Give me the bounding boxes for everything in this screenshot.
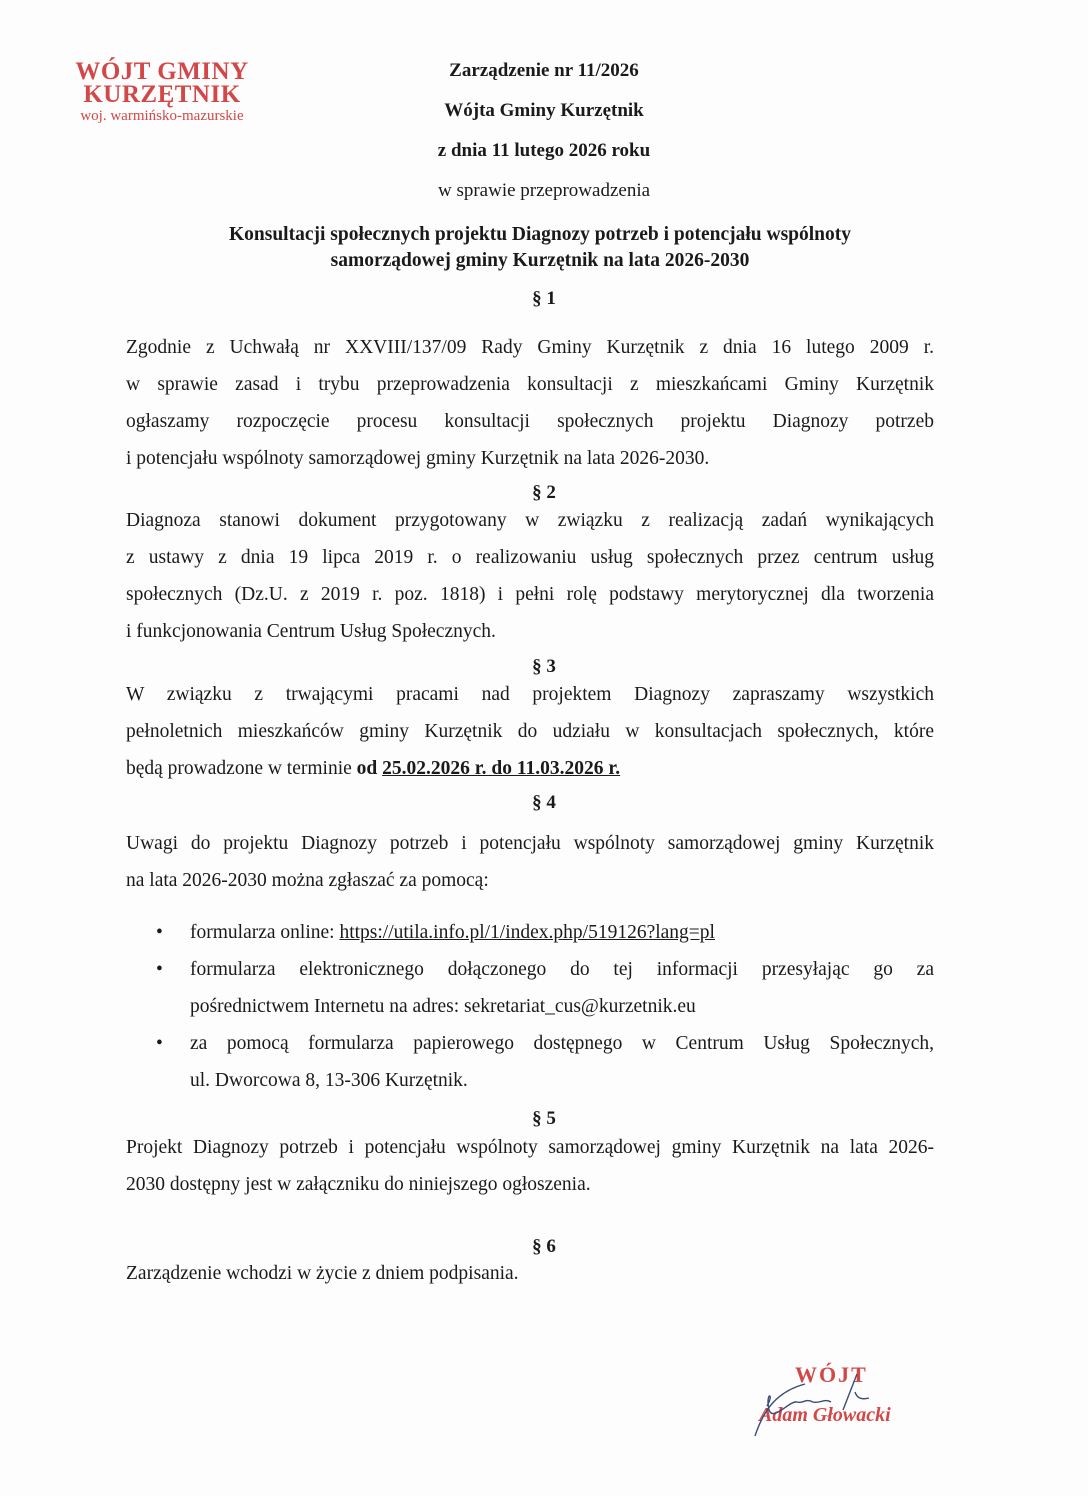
text-line: formularza elektronicznego dołączonego do tej informacji przesyłając go za [190,959,934,980]
bullet-icon: • [156,1033,163,1054]
section-sign-1: § 1 [532,288,556,309]
document-issuer: Wójta Gminy Kurzętnik [444,100,644,121]
text-line: Zarządzenie wchodzi w życie z dniem podpisania. [126,1263,519,1284]
section-6-text [126,1255,934,1292]
text-line: pośrednictwem Internetu na adres: sekretariat_cus@kurzetnik.eu [190,996,696,1017]
text-line: Projekt Diagnozy potrzeb i potencjału wspólnoty samorządowej gminy Kurzętnik na lata 2026- [126,1137,934,1158]
stamp-line-1: WÓJT GMINY [75,58,249,85]
text-line: Uwagi do projektu Diagnozy potrzeb i potencjału wspólnoty samorządowej gminy Kurzętnik [126,833,934,854]
handwritten-signature-icon [745,1362,935,1442]
section-1-text [126,329,934,477]
section-sign-5: § 5 [532,1108,556,1129]
online-form-label: formularza online: [190,922,340,943]
section-sign-2: § 2 [532,482,556,503]
section-5-text [126,1129,934,1203]
list-item [126,1025,934,1099]
title-line-1: Konsultacji społecznych projektu Diagnozy potrzeb i potencjału wspólnoty [228,224,852,245]
document-title [150,222,930,274]
section-sign-4: § 4 [532,792,556,813]
text-line: społecznych (Dz.U. z 2019 r. poz. 1818) i pełni rolę podstawy merytorycznej dla tworzenia [126,584,934,605]
text-line: i potencjału wspólnoty samorządowej gminy Kurzętnik na lata 2026-2030. [126,448,710,469]
section-4-text [126,825,934,899]
stamp-line-3: woj. warmińsko-mazurskie [80,108,244,124]
bullet-icon: • [156,959,163,980]
document-number: Zarządzenie nr 11/2026 [449,60,639,81]
text-line: Zgodnie z Uchwałą nr XXVIII/137/09 Rady Gminy Kurzętnik z dnia 16 lutego 2009 r. [126,337,934,358]
subject-intro: w sprawie przeprowadzenia [437,180,651,201]
section-3-text [126,676,934,787]
text-line: ul. Dworcowa 8, 13-306 Kurzętnik. [190,1070,468,1091]
stamp-line-2: KURZĘTNIK [83,81,241,108]
text-line: 2030 dostępny jest w załączniku do niniejszego ogłoszenia. [126,1174,591,1195]
text-line: pełnoletnich mieszkańców gminy Kurzętnik do udziału w konsultacjach społecznych, które [126,721,934,742]
text-line: z ustawy z dnia 19 lipca 2019 r. o realizowaniu usług społecznych przez centrum usług [126,547,934,568]
section-sign-3: § 3 [532,656,556,677]
section-2-text [126,502,934,650]
online-form-link[interactable]: https://utila.info.pl/1/index.php/519126?lang=pl [339,922,715,943]
signature-block [745,1362,935,1442]
text-line: za pomocą formularza papierowego dostępnego w Centrum Usług Społecznych, [190,1033,934,1054]
consultation-dates: 25.02.2026 r. do 11.03.2026 r. [382,758,621,779]
text-line: Diagnoza stanowi dokument przygotowany w związku z realizacją zadań wynikających [126,510,934,531]
submission-methods-list [126,914,934,1099]
document-date: z dnia 11 lutego 2026 roku [437,140,651,161]
text-line: ogłaszamy rozpoczęcie procesu konsultacji społecznych projektu Diagnozy potrzeb [126,411,934,432]
section-sign-6: § 6 [532,1236,556,1257]
list-item [126,951,934,1025]
list-item [126,914,934,951]
signature-title: WÓJT [795,1362,868,1387]
text-line [126,750,934,787]
text-line: W związku z trwającymi pracami nad projektem Diagnozy zapraszamy wszystkich [126,684,934,705]
title-line-2: samorządowej gminy Kurzętnik na lata 2026-2030 [330,250,750,271]
text-line: w sprawie zasad i trybu przeprowadzenia konsultacji z mieszkańcami Gminy Kurzętnik [126,374,934,395]
text-line: na lata 2026-2030 można zgłaszać za pomocą: [126,870,489,891]
term-od: od [356,758,378,779]
bullet-icon: • [156,922,163,943]
text-line [190,914,934,951]
term-prefix: będą prowadzone w terminie [126,758,357,779]
text-line: i funkcjonowania Centrum Usług Społecznych. [126,621,496,642]
signature-name: Adam Głowacki [759,1404,891,1426]
